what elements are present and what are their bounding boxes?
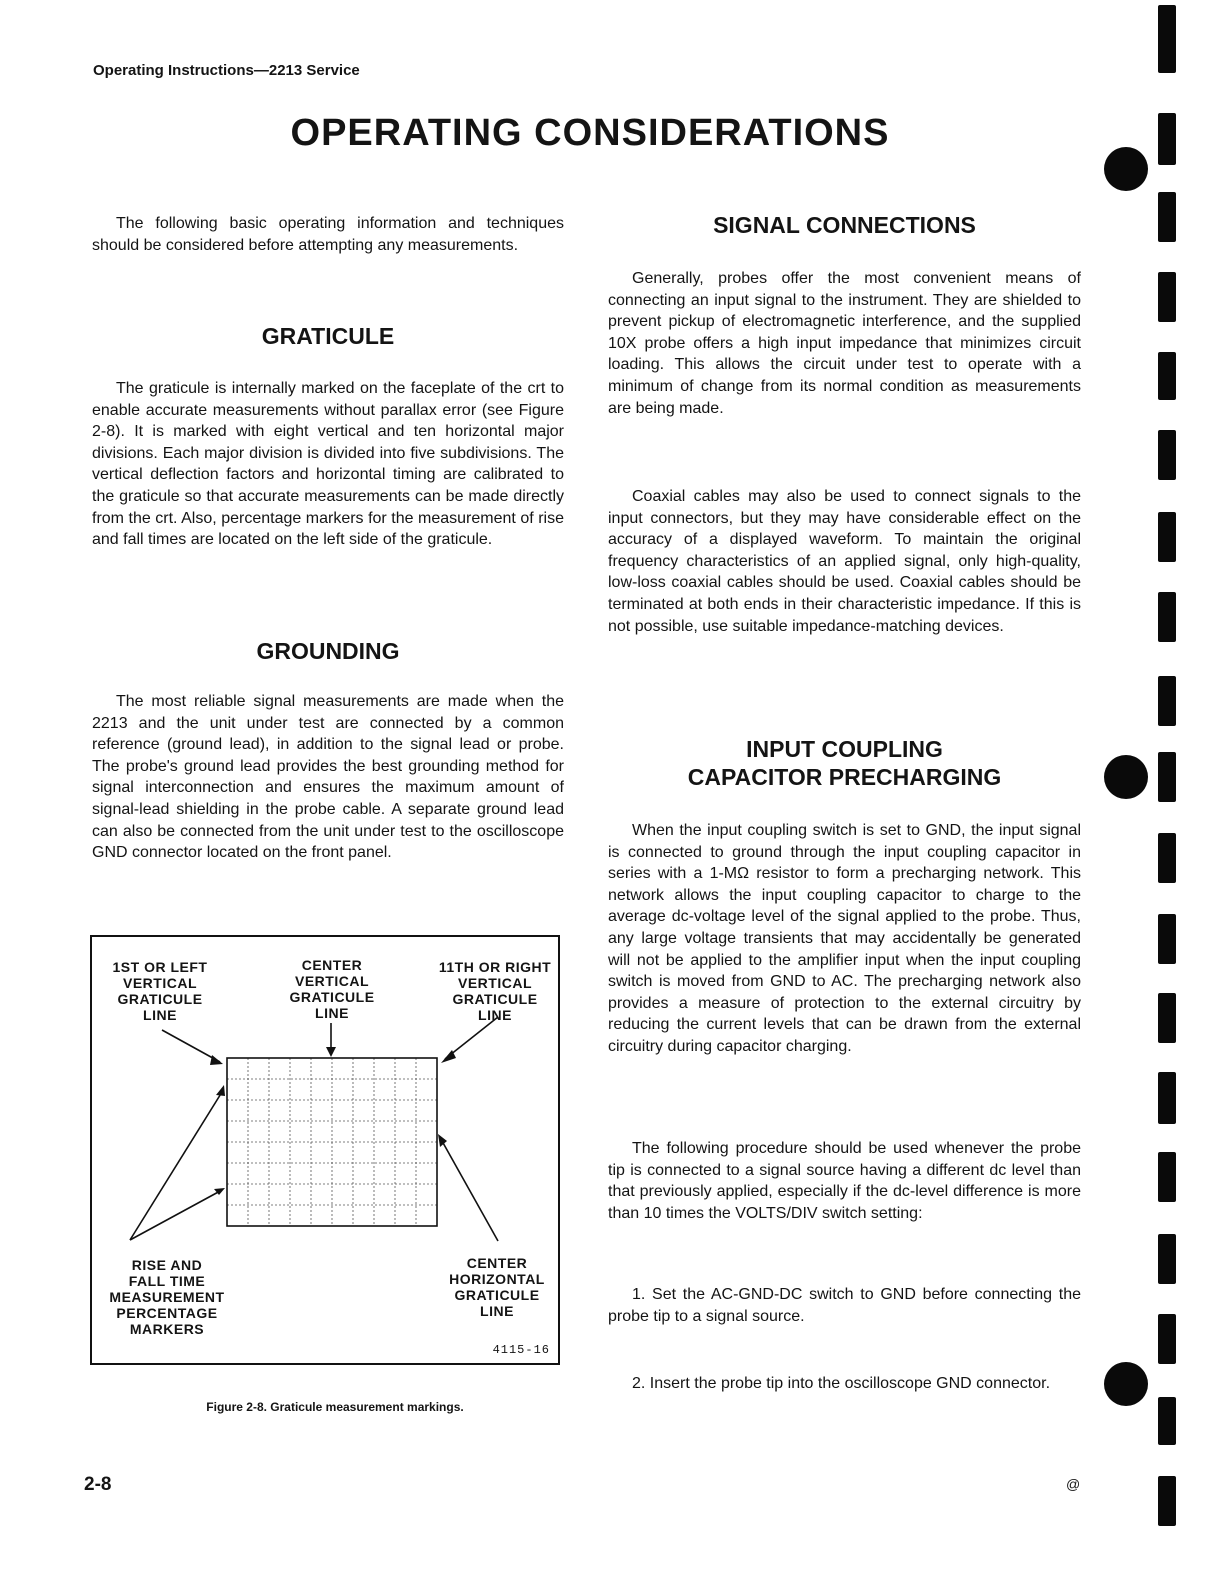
binder-bar <box>1158 430 1176 480</box>
binder-bar <box>1158 1476 1176 1526</box>
binder-bar <box>1158 993 1176 1043</box>
binder-bar <box>1158 352 1176 400</box>
step-2 <box>608 1373 1081 1395</box>
left-vertical-label: 1ST OR LEFT VERTICAL GRATICULE LINE <box>112 959 208 1023</box>
page-title: OPERATING CONSIDERATIONS <box>290 112 890 154</box>
binder-bar <box>1158 1152 1176 1202</box>
binder-hole <box>1104 1362 1148 1406</box>
running-head: Operating Instructions—2213 Service <box>93 62 360 79</box>
intro-paragraph <box>92 213 564 256</box>
signal-p1 <box>608 268 1081 419</box>
binder-bar <box>1158 752 1176 802</box>
coupling-p1 <box>608 820 1081 1058</box>
grounding-section <box>92 691 564 864</box>
graticule-figure <box>90 935 560 1365</box>
signal-p2-text: Coaxial cables may also be used to connect signals to the input connectors, but they may have considerable effect on the accuracy of a displayed waveform. To maintain the original frequency characteristics of an applied signal, only high-quality, low-loss coaxial cables should be used. Coaxial cables should be terminated at both ends in their characteristic impedance. If this is not possible, use suitable impedance-matching devices. <box>608 488 1081 635</box>
figure-caption: Figure 2-8. Graticule measurement markings. <box>206 1400 464 1414</box>
coupling-heading-line1: INPUT COUPLING <box>746 736 943 762</box>
binder-hole <box>1104 147 1148 191</box>
binder-bar <box>1158 192 1176 242</box>
graticule-heading: GRATICULE <box>261 323 395 349</box>
binder-bar <box>1158 592 1176 642</box>
binder-bar <box>1158 1234 1176 1284</box>
coupling-p2 <box>608 1138 1081 1224</box>
coupling-p1-text: When the input coupling switch is set to GND, the input signal is connected to ground through the input coupling capacitor in series with a 1-MΩ resistor to form a precharging network. This network allows the input coupling capacitor to charge to the average dc-voltage level of the signal applied to the probe. Thus, any large voltage transients that may accidentally be generated will not be applied to the amplifier input when the input coupling switch is moved from GND to AC. The precharging network also provides a measure of protection to the external circuitry by reducing the current levels that can be drawn from the external circuitry during capacitor charging. <box>608 822 1081 1055</box>
center-vertical-label: CENTER VERTICAL GRATICULE LINE <box>289 957 375 1021</box>
binder-bar <box>1158 5 1176 73</box>
grounding-text: The most reliable signal measurements are made when the 2213 and the unit under test are connected by a common reference (ground lead), in addition to the signal lead or probe. The probe's ground lead provides the best grounding method for signal interconnection and ensures the maximum amount of signal-lead shielding in the probe cable. A separate ground lead can also be connected from the unit under test to the oscilloscope GND connector located on the front panel. <box>92 693 564 862</box>
coupling-heading-line2: CAPACITOR PRECHARGING <box>687 764 1002 790</box>
intro-text: The following basic operating information and techniques should be considered before attempting any measurements. <box>92 215 564 254</box>
binder-bar <box>1158 512 1176 562</box>
graticule-text: The graticule is internally marked on the faceplate of the crt to enable accurate measurements without parallax error (see Figure 2-8). It is marked with eight vertical and ten horizontal major divisions. Each major division is divided into five subdivisions. The vertical deflection factors and horizontal timing are calibrated to the graticule so that accurate measurements can be made directly from the crt. Also, percentage markers for the measurement of rise and fall times are located on the left side of the graticule. <box>92 380 564 549</box>
step-1 <box>608 1284 1081 1327</box>
binder-bar <box>1158 1314 1176 1364</box>
figure-id: 4115-16 <box>492 1343 550 1357</box>
binder-bar <box>1158 833 1176 883</box>
right-vertical-label: 11TH OR RIGHT VERTICAL GRATICULE LINE <box>438 959 552 1023</box>
graticule-section <box>92 378 564 551</box>
step-2-text: 2. Insert the probe tip into the oscilloscope GND connector. <box>632 1375 1051 1392</box>
binder-bar <box>1158 113 1176 165</box>
center-horizontal-label: CENTER HORIZONTAL GRATICULE LINE <box>449 1255 545 1319</box>
page-number: 2-8 <box>84 1474 112 1495</box>
signal-p2 <box>608 486 1081 637</box>
binder-bar <box>1158 914 1176 964</box>
graticule-diagram <box>90 935 560 1365</box>
binder-hole <box>1104 755 1148 799</box>
binder-bar <box>1158 272 1176 322</box>
signal-connections-heading: SIGNAL CONNECTIONS <box>713 212 976 238</box>
binder-bar <box>1158 676 1176 726</box>
binder-bar <box>1158 1072 1176 1124</box>
binder-bar <box>1158 1397 1176 1445</box>
coupling-p2-text: The following procedure should be used whenever the probe tip is connected to a signal source having a different dc level than that previously applied, especially if the dc-level difference is more than 10 times the VOLTS/DIV switch setting: <box>608 1140 1081 1222</box>
grounding-heading: GROUNDING <box>256 638 400 664</box>
rise-fall-label: RISE AND FALL TIME MEASUREMENT PERCENTAGE MARKERS <box>109 1257 225 1337</box>
step-1-text: 1. Set the AC-GND-DC switch to GND before connecting the probe tip to a signal source. <box>608 1286 1081 1325</box>
publisher-mark: @ <box>1066 1476 1081 1492</box>
signal-p1-text: Generally, probes offer the most convenient means of connecting an input signal to the instrument. They are shielded to prevent pickup of electromagnetic interference, and the supplied 10X probe offers a high input impedance that minimizes circuit loading. This allows the circuit under test to operate with a minimum of change from its normal condition as measurements are being made. <box>608 270 1081 417</box>
